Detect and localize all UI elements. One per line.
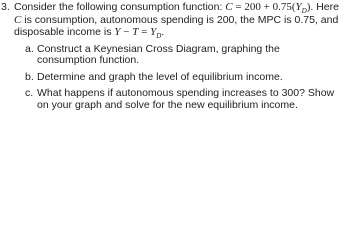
subquestion-letter: b.: [25, 70, 34, 83]
subquestion-letter: a.: [25, 42, 34, 55]
problem-stem: [0, 1, 350, 39]
stem-intro: Consider the following consumption function:: [14, 1, 226, 13]
consumption-function-equation: $C = 200 + 0.75(Y_D)$: [225, 1, 311, 16]
subquestion-a: [0, 44, 350, 67]
disposable-income-equation: $Y - T = Y_D$: [114, 26, 162, 41]
subquestion-letter: c.: [25, 87, 34, 100]
subquestion-c: [0, 88, 350, 111]
problem-number: 3.: [1, 1, 10, 13]
subquestion-list: [0, 44, 350, 112]
stem-end: .: [161, 26, 165, 39]
subquestion-b: [0, 72, 350, 84]
subquestion-text: Determine and graph the level of equilibrium income.: [37, 70, 283, 83]
stem-rest: is consumption, autonomous spending is 200, the MPC is 0.75, and disposable income is: [14, 13, 339, 39]
stem-mid: . Here: [310, 1, 339, 13]
consumption-symbol: C: [14, 13, 22, 26]
subquestion-text: What happens if autonomous spending increases to 300? Show on your graph and solve for the new equilibrium income.: [37, 87, 335, 111]
problem-3: [0, 1, 350, 111]
subquestion-text: Construct a Keynesian Cross Diagram, graphing the consumption function.: [37, 42, 280, 67]
